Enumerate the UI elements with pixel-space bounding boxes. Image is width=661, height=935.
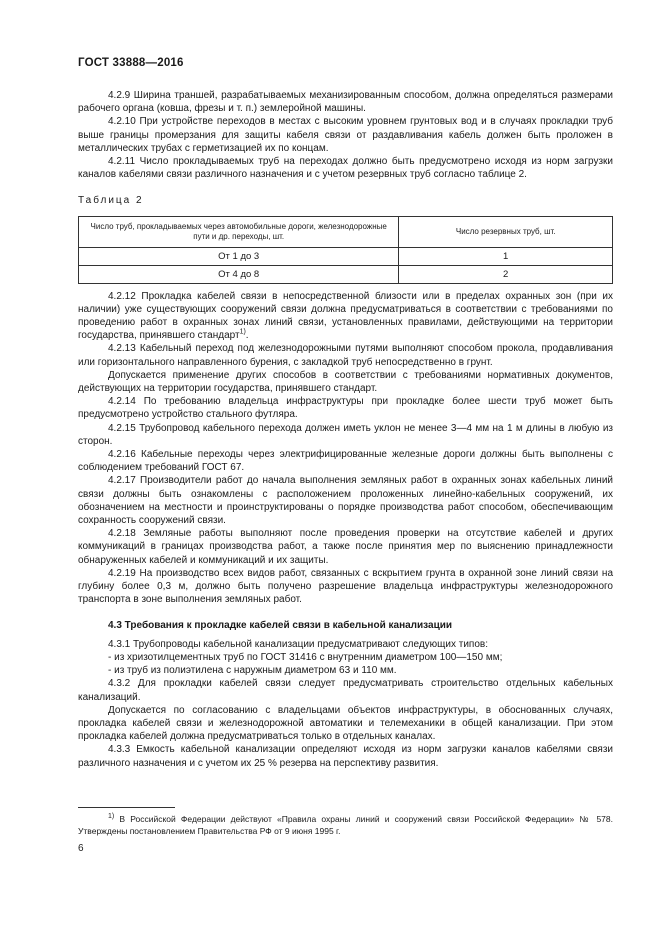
paragraph-4-2-9: 4.2.9 Ширина траншей, разрабатываемых механизированным способом, должна определяться размерами рабочего органа (ковша, фрезы и т. п.) землеройной машины.: [78, 90, 613, 115]
paragraph-4-2-15: 4.2.15 Трубопровод кабельного перехода должен иметь уклон не менее 3—4 мм на 1 м длины в любую из сторон.: [78, 422, 613, 447]
paragraph-4-2-13: 4.2.13 Кабельный переход под железнодорожными путями выполняют способом прокола, продавливания или горизонтального направленного бурения, с закладкой труб непосредственно в грунт.: [78, 343, 613, 368]
table-cell: 1: [399, 247, 613, 265]
section-title-4-3: 4.3 Требования к прокладке кабелей связи в кабельной канализации: [108, 619, 453, 631]
page-content: [78, 89, 613, 770]
paragraph-4-2-10: 4.2.10 При устройстве переходов в местах с высоким уровнем грунтовых вод и в случаях прокладки труб выше границы промерзания для защиты кабеля связи от раздавливания кабель должен быть проложен в металлических трубах с герметизацией их по концам.: [78, 116, 613, 154]
paragraph-4-2-11: 4.2.11 Число прокладываемых труб на переходах должно быть предусмотрено исходя из норм загрузки каналов кабелями связи различного назначения и с учетом резервных труб согласно таблице 2.: [78, 156, 613, 181]
footnote: [78, 813, 613, 837]
paragraph-4-2-12: [78, 290, 613, 343]
paragraph-4-3-2: 4.3.2 Для прокладки кабелей связи следует предусматривать строительство отдельных кабельных канализаций.: [78, 678, 613, 703]
list-item: - из хризотилцементных труб по ГОСТ 31416 с внутренним диаметром 100—150 мм;: [108, 651, 503, 663]
paragraph-4-2-17: 4.2.17 Производители работ до начала выполнения земляных работ в охранных зонах кабельных линий связи должны быть ознакомлены с расположением проложенных линейно-кабельных сооружений, их обозначением на местности и проинструктированы о порядке производства работ способом, обеспечивающим сохранность сооружений связи.: [78, 475, 613, 527]
paragraph-4-2-19: 4.2.19 На производство всех видов работ, связанных с вскрытием грунта в охранной зоне линий связи на глубину более 0,3 м, должно быть получено разрешение владельца инфраструктуры железнодорожного транспорта в зоне выполнения земляных работ.: [78, 567, 613, 606]
table-row: [79, 247, 613, 265]
paragraph-4-3-2-note: Допускается по согласованию с владельцами объектов инфраструктуры, в обоснованных случаях, прокладка кабелей связи и железнодорожной автоматики и телемеханики в общей канализации. При этом прокладка кабелей должна предусматриваться только в отдельных каналах.: [78, 704, 613, 743]
table-cell: От 4 до 8: [79, 265, 399, 283]
paragraph-4-3-3: 4.3.3 Емкость кабельной канализации определяют исходя из норм загрузки каналов кабелями связи различного назначения и с учетом их 25 % резерва на перспективу развития.: [78, 744, 613, 769]
footnote-reference[interactable]: 1): [239, 328, 246, 336]
list-item: - из труб из полиэтилена с наружным диаметром 63 и 110 мм.: [108, 665, 397, 677]
reserve-pipes-table: [78, 216, 613, 284]
paragraph-4-2-18: 4.2.18 Земляные работы выполняют после проведения проверки на отсутствие кабелей и других коммуникаций в границах производства работ, а также после принятия мер по выяснению принадлежности обнаруженных кабелей и коммуникаций и их защиты.: [78, 528, 613, 566]
paragraph-4-2-14: 4.2.14 По требованию владельца инфраструктуры при прокладке более шести труб может быть предусмотрено устройство стального футляра.: [78, 396, 613, 421]
paragraph-4-2-12-end: .: [245, 330, 249, 342]
table-cell: От 1 до 3: [79, 247, 399, 265]
footnote-divider: [78, 807, 175, 808]
table-cell: 2: [399, 265, 613, 283]
table-header-pipes: Число труб, прокладываемых через автомобильные дороги, железнодорожные пути и др. переходы, шт.: [79, 216, 399, 247]
paragraph-4-2-16: 4.2.16 Кабельные переходы через электрифицированные железные дороги должны быть выполнены с соблюдением требований ГОСТ 67.: [78, 449, 613, 474]
paragraph-4-2-12-text: 4.2.12 Прокладка кабелей связи в непосредственной близости или в пределах охранных зон (при их наличии) уже существующих сооружений связи должна предусматриваться в соответствии с требованиями по проведению работ в охранных зонах линий связи, установленных правилами, действующими на территории государства, принявшего стандарт: [78, 290, 613, 342]
table-row: [79, 265, 613, 283]
table-header-reserve: Число резервных труб, шт.: [399, 216, 613, 247]
page-number: 6: [78, 843, 84, 854]
standard-title: ГОСТ 33888—2016: [78, 57, 184, 69]
paragraph-4-3-1: 4.3.1 Трубопроводы кабельной канализации предусматривают следующих типов:: [108, 638, 488, 650]
paragraph-4-2-13-note: Допускается применение других способов в соответствии с требованиями нормативных документов, действующих на территории государства, принявшего стандарт.: [78, 369, 613, 395]
table-caption: Таблица 2: [78, 195, 144, 207]
footnote-mark: 1): [108, 813, 115, 821]
table-header-row: [79, 216, 613, 247]
footnote-text: В Российской Федерации действуют «Правила охраны линий и сооружений связи Российской Федерации» № 578. Утверждены постановлением Правительства РФ от 9 июня 1995 г.: [78, 814, 613, 836]
